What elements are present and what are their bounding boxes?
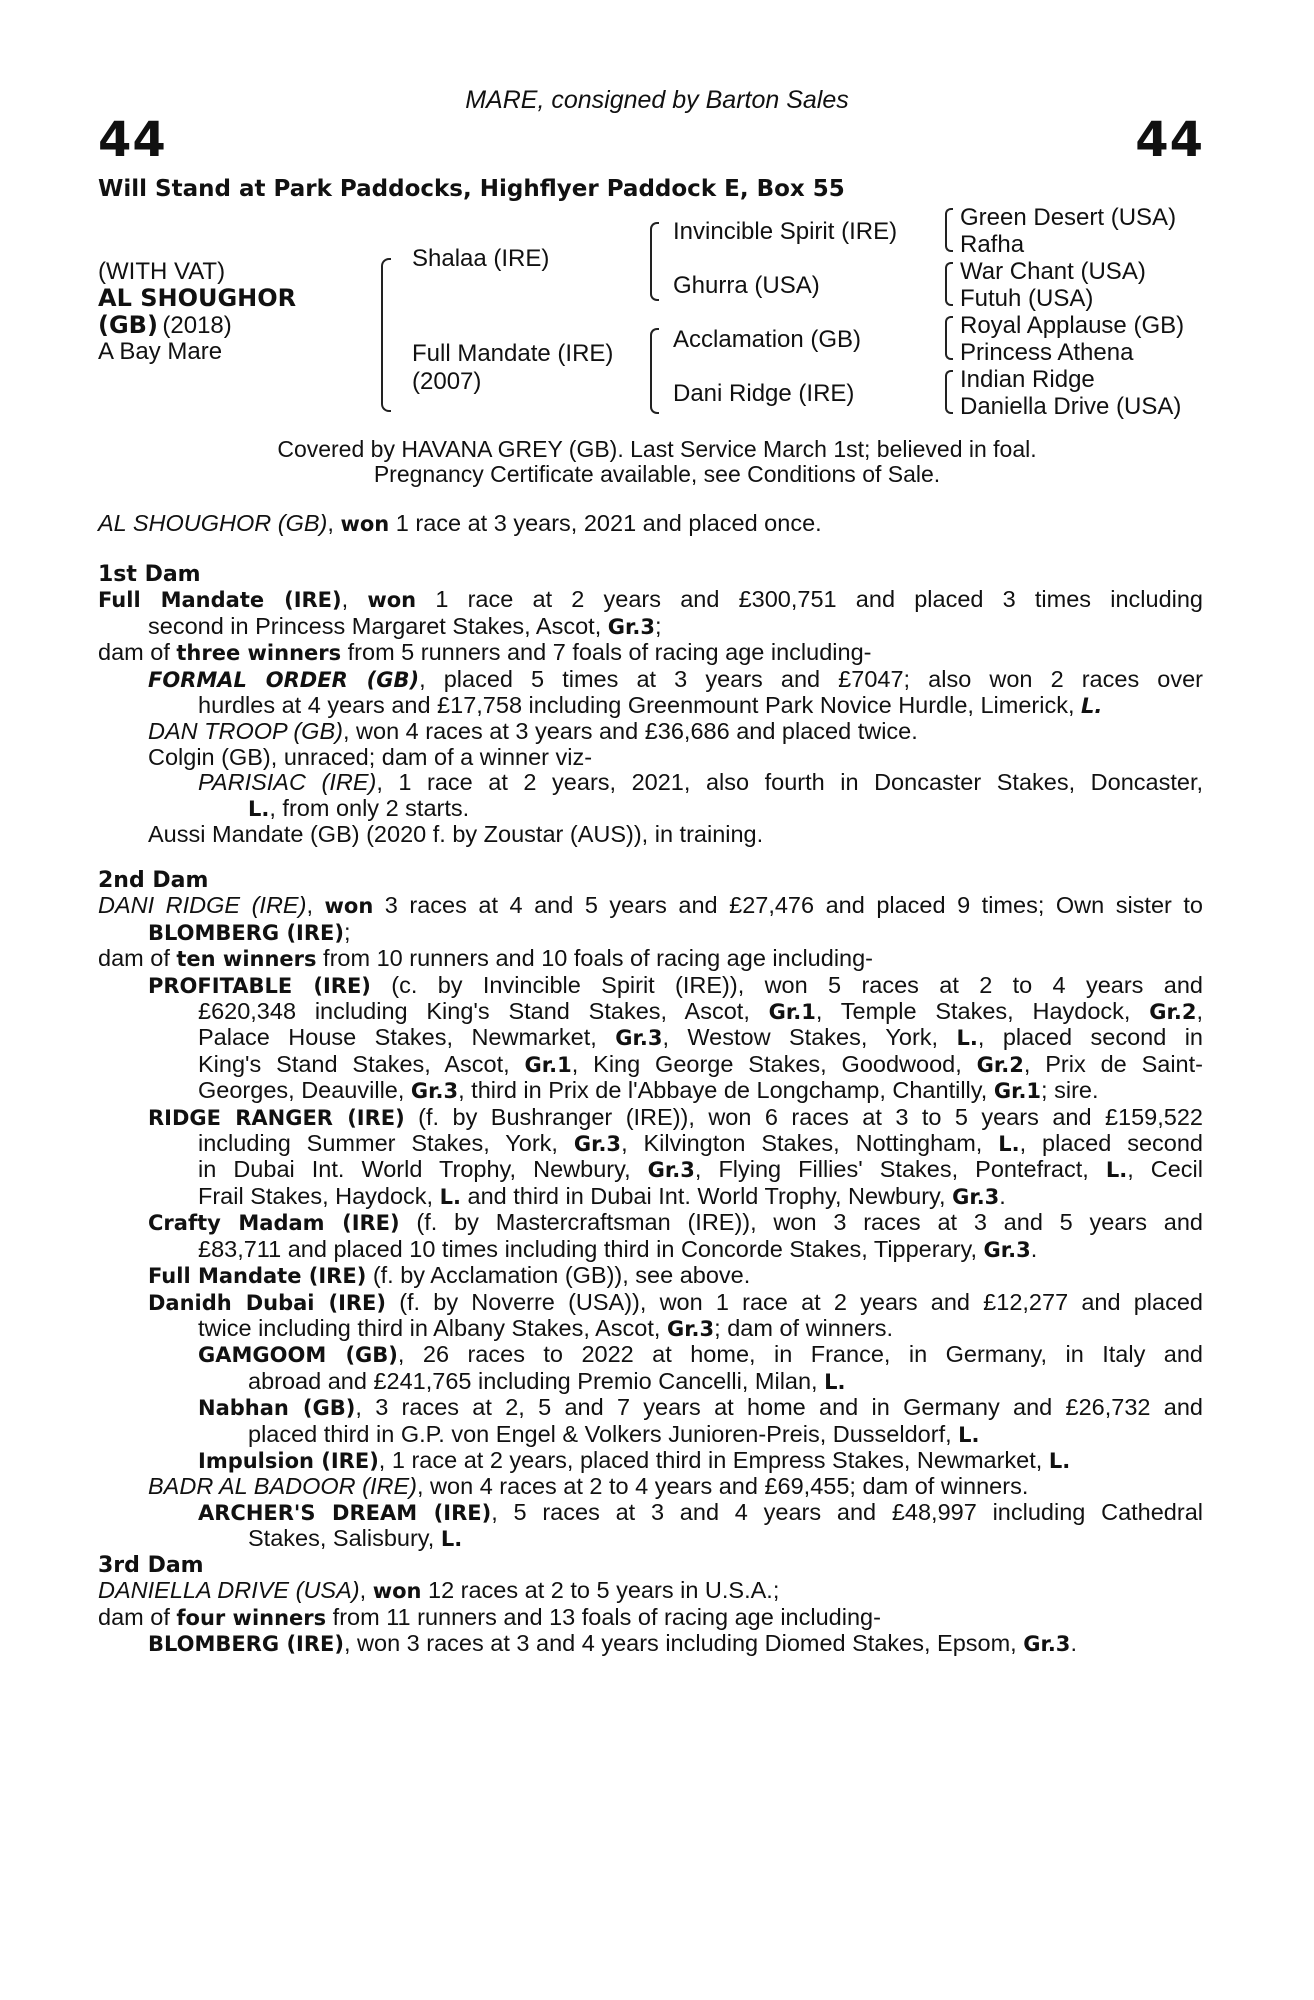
grade: Gr.3 bbox=[983, 1237, 1031, 1262]
great-grandsire-3: War Chant (USA) bbox=[960, 258, 1146, 285]
text: £620,348 including King's Stand Stakes, Ascot, bbox=[198, 998, 769, 1025]
progeny-name: Crafty Madam (IRE) bbox=[148, 1211, 400, 1236]
text: ; bbox=[654, 612, 662, 639]
text: Palace House Stakes, Newmarket, bbox=[198, 1024, 616, 1051]
progeny-name: ARCHER'S DREAM (IRE) bbox=[198, 1500, 492, 1525]
text: Frail Stakes, Haydock, bbox=[198, 1182, 440, 1209]
grade: Gr.3 bbox=[952, 1184, 1000, 1209]
first-dam-name: Full Mandate (IRE) bbox=[98, 588, 342, 613]
text-bold: won bbox=[367, 588, 417, 613]
grade: Gr.1 bbox=[993, 1079, 1042, 1104]
grade: Gr.3 bbox=[573, 1132, 622, 1157]
vat-note: (WITH VAT) bbox=[98, 258, 226, 285]
text: 12 races at 2 to 5 years in U.S.A.; bbox=[421, 1577, 780, 1604]
text: (f. by Bushranger (IRE)), won 6 races at 3 to 5 years and £159,522 bbox=[404, 1103, 1203, 1130]
grade: L. bbox=[956, 1026, 978, 1051]
progeny-line: Aussi Mandate (GB) (2020 f. by Zoustar (AUS)), in training. bbox=[148, 821, 764, 848]
horse-origin: (GB) bbox=[98, 311, 158, 339]
text: . bbox=[999, 1182, 1006, 1209]
text: abroad and £241,765 including Premio Cancelli, Milan, bbox=[248, 1367, 825, 1394]
grade: L. bbox=[439, 1184, 461, 1209]
text: , placed second bbox=[1019, 1130, 1203, 1157]
second-dam-name: DANI RIDGE (IRE) bbox=[98, 892, 307, 919]
text-bold: three winners bbox=[176, 641, 342, 666]
dam: Full Mandate (IRE) bbox=[412, 340, 614, 367]
lot-number-left: 44 bbox=[98, 112, 167, 168]
summary bbox=[98, 511, 1203, 537]
grade: L. bbox=[958, 1422, 980, 1447]
progeny-name: GAMGOOM (GB) bbox=[198, 1343, 398, 1368]
text: , placed 5 times at 3 years and £7047; also won 2 races over bbox=[419, 665, 1204, 692]
text: . bbox=[1070, 1630, 1077, 1657]
text: , won 4 races at 3 years and £36,686 and placed twice. bbox=[342, 718, 918, 745]
grade: Gr.2 bbox=[976, 1052, 1024, 1077]
text: twice including third in Albany Stakes, Ascot, bbox=[198, 1314, 667, 1341]
dam-year: (2007) bbox=[412, 368, 482, 395]
text: , Cecil bbox=[1127, 1156, 1204, 1183]
covered-line-2: Pregnancy Certificate available, see Conditions of Sale. bbox=[373, 461, 941, 487]
text: , won 3 races at 3 and 4 years including Diomed Stakes, Epsom, bbox=[343, 1630, 1024, 1657]
text-bold: BLOMBERG (IRE) bbox=[148, 920, 344, 945]
text: , Kilvington Stakes, Nottingham, bbox=[621, 1130, 999, 1157]
text-bold: ten winners bbox=[176, 947, 317, 972]
great-grandsire-4: Futuh (USA) bbox=[960, 285, 1094, 312]
first-dam-heading: 1st Dam bbox=[98, 562, 201, 587]
text: from 10 runners and 10 foals of racing age including- bbox=[316, 945, 874, 972]
text: from 11 runners and 13 foals of racing age including- bbox=[326, 1603, 881, 1630]
third-dam-heading: 3rd Dam bbox=[98, 1553, 204, 1578]
text: (f. by Acclamation (GB)), see above. bbox=[366, 1262, 751, 1289]
lot-number-right: 44 bbox=[1135, 112, 1204, 168]
grandsire-1: Invincible Spirit (IRE) bbox=[673, 218, 898, 245]
grandsire-4: Dani Ridge (IRE) bbox=[673, 380, 855, 407]
sire: Shalaa (IRE) bbox=[412, 245, 550, 272]
text: dam of bbox=[98, 1603, 177, 1630]
text: , Flying Fillies' Stakes, Pontefract, bbox=[694, 1156, 1106, 1183]
pedigree-brace-gg2 bbox=[945, 262, 953, 306]
text-bold: won bbox=[372, 1579, 422, 1604]
horse-name: AL SHOUGHOR bbox=[98, 284, 297, 312]
grade: Gr.1 bbox=[768, 1000, 816, 1025]
text: , Westow Stakes, York, bbox=[662, 1024, 957, 1051]
text: , 1 race at 2 years, placed third in Empress Stakes, Newmarket, bbox=[378, 1446, 1049, 1473]
pedigree-brace-dam bbox=[650, 328, 659, 414]
text: , won 4 races at 2 to 4 years and £69,455; dam of winners. bbox=[417, 1473, 1029, 1500]
text: hurdles at 4 years and £17,758 including Greenmount Park Novice Hurdle, Limerick, bbox=[198, 692, 1082, 719]
first-dam-section bbox=[98, 562, 1203, 847]
text: King's Stand Stakes, Ascot, bbox=[198, 1050, 525, 1077]
text: , 5 races at 3 and 4 years and £48,997 including Cathedral bbox=[491, 1498, 1203, 1525]
progeny-name: BADR AL BADOOR (IRE) bbox=[148, 1473, 417, 1500]
horse-year: (2018) bbox=[162, 312, 232, 339]
text: including Summer Stakes, York, bbox=[198, 1130, 574, 1157]
text: Georges, Deauville, bbox=[198, 1077, 411, 1104]
progeny-name: RIDGE RANGER (IRE) bbox=[148, 1105, 405, 1130]
horse-description: A Bay Mare bbox=[98, 338, 223, 365]
great-grandsire-2: Rafha bbox=[960, 231, 1025, 258]
great-grandsire-1: Green Desert (USA) bbox=[960, 204, 1177, 231]
text: , Temple Stakes, Haydock, bbox=[815, 998, 1150, 1025]
text: ; bbox=[343, 918, 351, 945]
progeny-name: Nabhan (GB) bbox=[198, 1396, 356, 1421]
text: . bbox=[1030, 1235, 1038, 1262]
grade: L. bbox=[248, 796, 270, 821]
grade: Gr.3 bbox=[607, 614, 655, 639]
summary-name: AL SHOUGHOR (GB) bbox=[98, 510, 328, 536]
progeny-name: DAN TROOP (GB) bbox=[148, 718, 343, 745]
third-dam-section bbox=[98, 1553, 1203, 1658]
great-grandsire-8: Daniella Drive (USA) bbox=[960, 393, 1182, 420]
progeny-name: PARISIAC (IRE) bbox=[198, 769, 377, 796]
great-grandsire-5: Royal Applause (GB) bbox=[960, 312, 1185, 339]
great-grandsire-6: Princess Athena bbox=[960, 339, 1134, 366]
text: , bbox=[306, 892, 325, 919]
text: ; dam of winners. bbox=[714, 1314, 894, 1341]
progeny-name: Full Mandate (IRE) bbox=[148, 1264, 367, 1289]
grandsire-2: Ghurra (USA) bbox=[673, 272, 820, 299]
text: , from only 2 starts. bbox=[269, 794, 470, 821]
text: (f. by Mastercraftsman (IRE)), won 3 races at 3 and 5 years and bbox=[399, 1209, 1203, 1236]
text: (c. by Invincible Spirit (IRE)), won 5 races at 2 to 4 years and bbox=[370, 971, 1203, 998]
text: , 1 race at 2 years, 2021, also fourth in Doncaster Stakes, Doncaster, bbox=[376, 769, 1203, 796]
pedigree-brace-sire bbox=[650, 222, 659, 301]
progeny-name: Danidh Dubai (IRE) bbox=[148, 1290, 386, 1315]
text: , bbox=[1196, 998, 1203, 1025]
grade: Gr.1 bbox=[524, 1052, 572, 1077]
text-bold: four winners bbox=[176, 1605, 327, 1630]
text: , bbox=[359, 1577, 373, 1604]
great-grandsire-7: Indian Ridge bbox=[960, 366, 1095, 393]
text: , King George Stakes, Goodwood, bbox=[571, 1050, 977, 1077]
second-dam-section bbox=[98, 868, 1203, 1553]
grade: Gr.3 bbox=[410, 1079, 459, 1104]
consigned-by: MARE, consigned by Barton Sales bbox=[465, 86, 849, 114]
text: , 3 races at 2, 5 and 7 years at home and in Germany and £26,732 and bbox=[355, 1394, 1203, 1421]
text: dam of bbox=[98, 945, 177, 972]
text: £83,711 and placed 10 times including third in Concorde Stakes, Tipperary, bbox=[198, 1235, 984, 1262]
grade: L. bbox=[824, 1369, 846, 1394]
text: and third in Dubai Int. World Trophy, Newbury, bbox=[460, 1182, 953, 1209]
horse-origin-line bbox=[98, 311, 232, 340]
text: , Prix de Saint- bbox=[1023, 1050, 1203, 1077]
grade: L. bbox=[1081, 694, 1103, 719]
text: , 26 races to 2022 at home, in France, in Germany, in Italy and bbox=[397, 1341, 1203, 1368]
grandsire-3: Acclamation (GB) bbox=[673, 326, 862, 353]
text: Stakes, Salisbury, bbox=[248, 1525, 441, 1552]
pedigree-brace-gg1 bbox=[945, 208, 953, 252]
text: , third in Prix de l'Abbaye de Longchamp, Chantilly, bbox=[458, 1077, 994, 1104]
text: (f. by Noverre (USA)), won 1 race at 2 years and £12,277 and placed bbox=[386, 1288, 1203, 1315]
text: 1 race at 2 years and £300,751 and placed 3 times including bbox=[416, 586, 1204, 613]
stand-location: Will Stand at Park Paddocks, Highflyer Paddock E, Box 55 bbox=[98, 176, 845, 202]
grade: Gr.3 bbox=[666, 1316, 715, 1341]
text: dam of bbox=[98, 639, 177, 666]
grade: Gr.3 bbox=[647, 1158, 695, 1183]
summary-rest: 1 race at 3 years, 2021 and placed once. bbox=[389, 510, 822, 536]
grade: L. bbox=[998, 1132, 1020, 1157]
text: placed third in G.P. von Engel & Volkers Junioren-Preis, Dusseldorf, bbox=[248, 1420, 959, 1447]
text: in Dubai Int. World Trophy, Newbury, bbox=[198, 1156, 648, 1183]
second-dam-heading: 2nd Dam bbox=[98, 868, 209, 893]
grade: Gr.3 bbox=[1023, 1632, 1071, 1657]
covered-line-1: Covered by HAVANA GREY (GB). Last Service March 1st; believed in foal. bbox=[277, 436, 1037, 462]
text: , placed second in bbox=[977, 1024, 1203, 1051]
grade: Gr.3 bbox=[615, 1026, 663, 1051]
text: ; sire. bbox=[1041, 1077, 1099, 1104]
progeny-name: PROFITABLE (IRE) bbox=[148, 973, 371, 998]
grade: L. bbox=[1105, 1158, 1128, 1183]
text-bold: won bbox=[324, 894, 374, 919]
grade: Gr.2 bbox=[1149, 1000, 1197, 1025]
summary-comma: , bbox=[327, 510, 341, 536]
progeny-name: FORMAL ORDER (GB) bbox=[148, 667, 420, 692]
pedigree-brace-gg4 bbox=[945, 370, 953, 414]
progeny-line: Colgin (GB), unraced; dam of a winner viz- bbox=[148, 743, 593, 770]
pedigree-brace-main bbox=[381, 258, 391, 412]
progeny-name: BLOMBERG (IRE) bbox=[148, 1632, 344, 1657]
third-dam-name: DANIELLA DRIVE (USA) bbox=[98, 1577, 360, 1604]
text: 3 races at 4 and 5 years and £27,476 and placed 9 times; Own sister to bbox=[373, 892, 1203, 919]
grade: L. bbox=[440, 1527, 463, 1552]
grade: L. bbox=[1048, 1448, 1071, 1473]
progeny-name: Impulsion (IRE) bbox=[198, 1448, 379, 1473]
text: second in Princess Margaret Stakes, Ascot, bbox=[148, 612, 608, 639]
pedigree-brace-gg3 bbox=[945, 316, 953, 360]
text: from 5 runners and 7 foals of racing age including- bbox=[341, 639, 872, 666]
text: , bbox=[341, 586, 368, 613]
summary-won: won bbox=[340, 512, 390, 536]
